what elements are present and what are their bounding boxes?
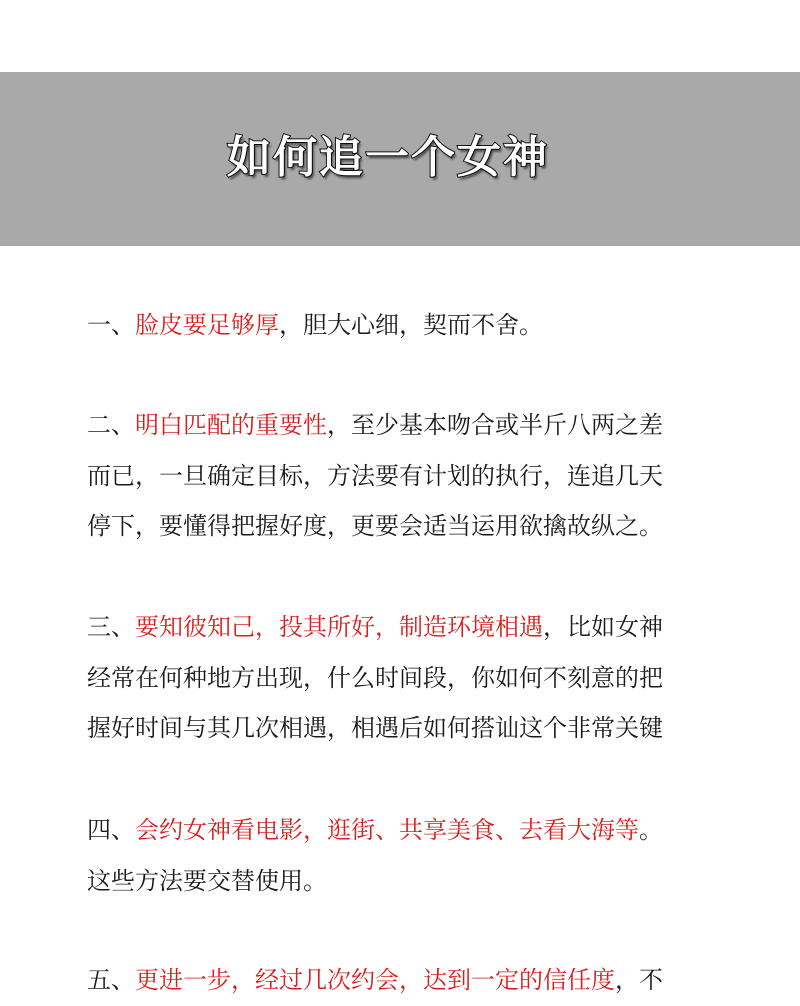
section-4-rest: 。 [639, 816, 663, 844]
section-4 [87, 805, 727, 906]
section-3-line-2: 经常在何种地方出现，什么时间段，你如何不刻意的把 [87, 663, 663, 692]
section-2-line-2: 而已，一旦确定目标，方法要有计划的执行，连追几天 [87, 461, 663, 490]
section-3-line-3: 握好时间与其几次相遇，相遇后如何搭讪这个非常关键 [87, 714, 663, 742]
section-4-line-2: 这些方法要交替使用。 [87, 866, 327, 895]
section-1 [87, 300, 727, 351]
section-2-prefix: 二、 [87, 411, 135, 439]
section-2-line-1 [87, 400, 727, 451]
page-title: 如何追一个女神 [227, 132, 549, 183]
section-3-highlight: 要知彼知己，投其所好，制造环境相遇 [135, 613, 543, 641]
section-5-rest: ，不 [615, 966, 663, 994]
section-3 [87, 602, 727, 754]
section-2-rest: ，至少基本吻合或半斤八两之差 [327, 411, 663, 439]
section-1-highlight: 脸皮要足够厚 [135, 311, 279, 339]
section-2 [87, 400, 727, 552]
section-3-rest: ，比如女神 [543, 613, 663, 641]
section-1-prefix: 一、 [87, 311, 135, 339]
section-1-line-1 [87, 300, 727, 351]
section-5-line-1 [87, 955, 727, 1006]
section-5-highlight: 更进一步，经过几次约会，达到一定的信任度 [135, 966, 615, 994]
section-5-prefix: 五、 [87, 966, 135, 994]
section-3-line-1 [87, 602, 727, 653]
section-4-prefix: 四、 [87, 816, 135, 844]
section-2-highlight: 明白匹配的重要性 [135, 411, 327, 439]
section-2-line-3: 停下，要懂得把握好度，更要会适当运用欲擒故纵之。 [87, 512, 663, 540]
section-5 [87, 955, 727, 1006]
section-4-line-1 [87, 805, 727, 856]
section-1-rest: ，胆大心细，契而不舍。 [279, 311, 543, 339]
section-3-prefix: 三、 [87, 613, 135, 641]
section-4-highlight: 会约女神看电影，逛街、共享美食、去看大海等 [135, 816, 639, 844]
